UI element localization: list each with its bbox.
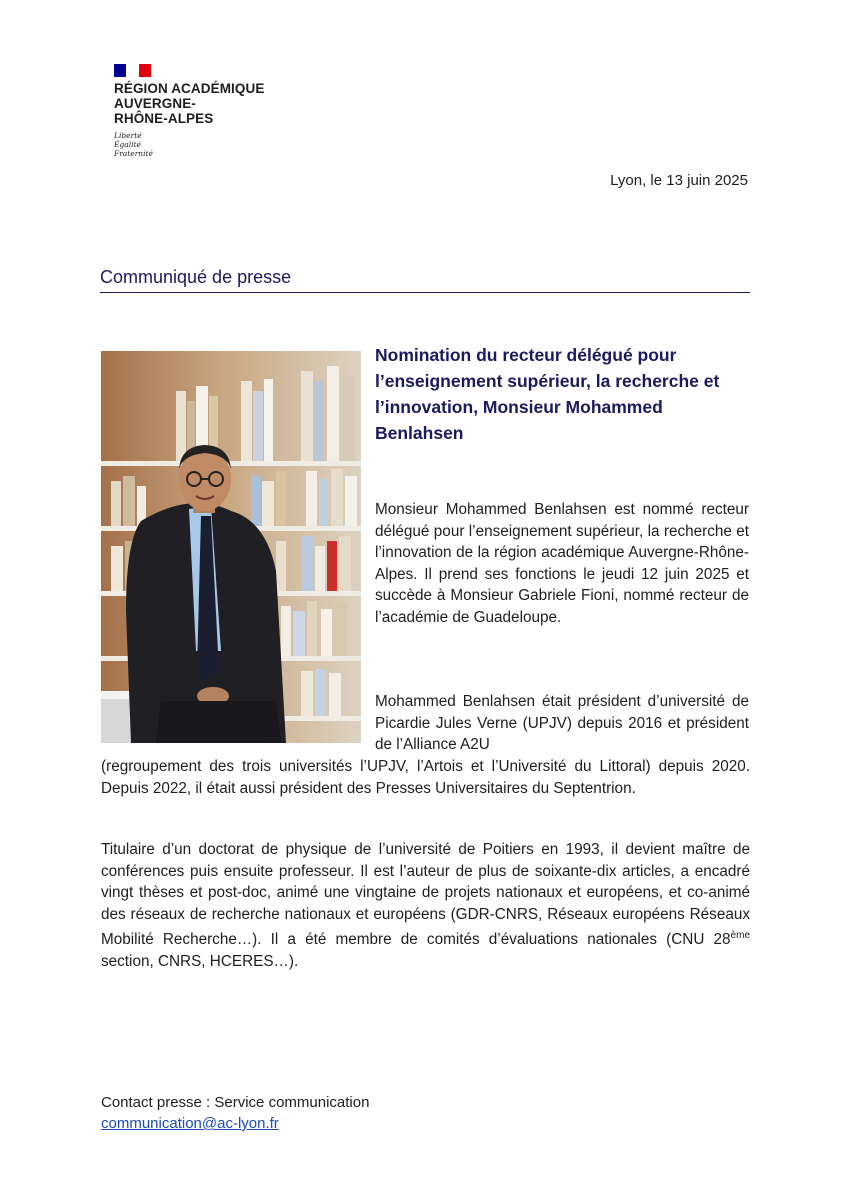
headline: Nomination du recteur délégué pour l’enseignement supérieur, la recherche et l’innovation, Monsieur Mohammed Benlahsen: [375, 345, 720, 443]
paragraph-appointment: Monsieur Mohammed Benlahsen est nommé recteur délégué pour l’enseignement supérieur, la recherche et l’innovation de la région académique Auvergne-Rhône-Alpes. Il prend ses fonctions le jeudi 12 juin 2025 et succède à Monsieur Gabriele Fioni, nommé recteur de l’académie de Guadeloupe.: [375, 501, 749, 626]
paragraph-career-part2: (regroupement des trois universités l’UPJV, l’Artois et l’Université du Littoral) depuis 2020. Depuis 2022, il était aussi président des Presses Universitaires du Septentrion.: [101, 758, 750, 797]
region-logo: [114, 64, 314, 158]
date-line: Lyon, le 13 juin 2025: [610, 172, 748, 189]
ordinal-superscript: ème: [730, 930, 750, 942]
portrait-photo: [101, 351, 361, 743]
paragraph-career-part1: Mohammed Benlahsen était président d’université de Picardie Jules Verne (UPJV) depuis 2016 et président de l’Alliance A2U: [375, 693, 749, 754]
contact-label: Contact presse : Service communication: [101, 1094, 370, 1111]
section-title: Communiqué de presse: [100, 267, 750, 293]
logo-motto: Liberté Égalité Fraternité: [114, 131, 153, 158]
french-flag-icon: [114, 64, 151, 77]
logo-name: RÉGION ACADÉMIQUE AUVERGNE- RHÔNE-ALPES: [114, 81, 265, 126]
press-contact: [101, 1092, 369, 1134]
contact-email-link[interactable]: communication@ac-lyon.fr: [101, 1115, 279, 1132]
paragraph-research: Titulaire d’un doctorat de physique de l’université de Poitiers en 1993, il devient maître de conférences puis ensuite professeur. Il est l’auteur de plus de soixante-dix articles, a encadré vingt thèses et post-doc, animé une vingtaine de projets nationaux et européens, et co-animé des réseaux de recherche nationaux et européens (GDR-CNRS, Réseaux européens Réseaux Mobilité Recherche…). Il a été membre de comités d’évaluations nationales (CNU 28ème section, CNRS, HCERES…).: [101, 841, 750, 971]
